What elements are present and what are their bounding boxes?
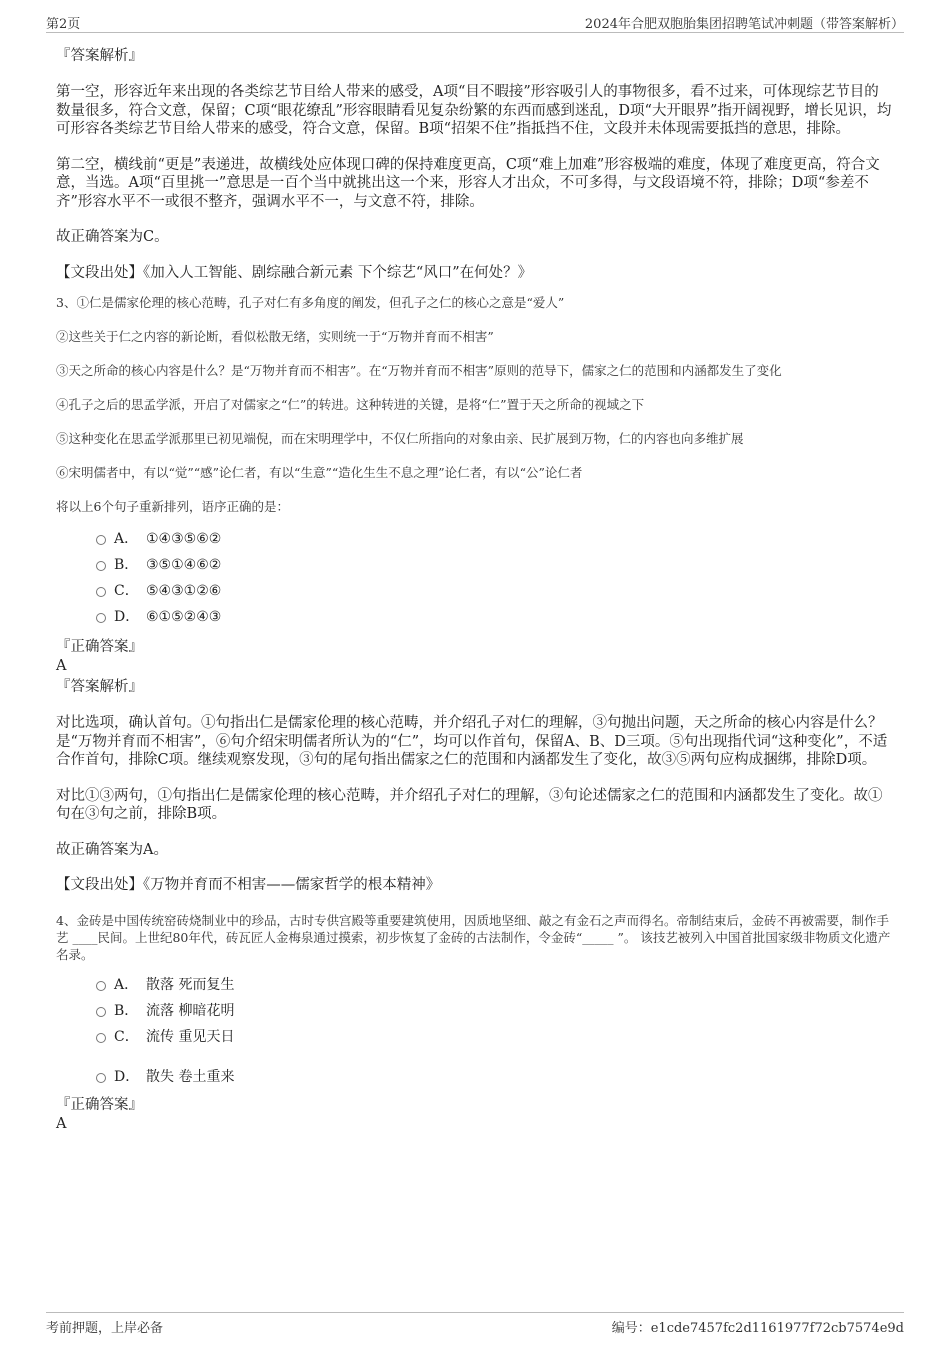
question-stem: 4、金砖是中国传统窑砖烧制业中的珍品，古时专供宫殿等重要建筑使用，因质地坚细、敲之有金石之声而得名。帝制结束后，金砖不再被需要，制作手艺 ____民间。上世纪80年代，砖瓦匠人金梅泉通过摸索，初步恢复了金砖的古法制作，令金砖“_____ ”。 该技艺被列入中国首批国家级非物质文化遗产名录。 — [56, 912, 891, 962]
radio-button[interactable] — [96, 535, 106, 545]
option-b[interactable] — [96, 555, 892, 581]
analysis-paragraph: 对比选项，确认首句。①句指出仁是儒家伦理的核心范畴，并介绍孔子对仁的理解，③句抛出问题，天之所命的核心内容是什么？是“万物并育而不相害”，⑥句介绍宋明儒者所认为的“仁”，均可以作首句，保留A、B、D三项。⑤句出现指代词“这种变化”，不适合作首句，排除C项。继续观察发现，③句的尾句指出儒家之仁的范围和内涵都发生了变化，故③⑤两句应构成捆绑，排除D项。 — [56, 715, 888, 768]
option-letter: B． — [114, 1002, 139, 1019]
option-letter: A． — [114, 976, 139, 993]
radio-button[interactable] — [96, 587, 106, 597]
document-id: 编号：e1cde7457fc2d1161977f72cb7574e9d — [611, 1321, 904, 1336]
option-text: ③⑤①④⑥② — [146, 557, 222, 573]
radio-button[interactable] — [96, 1073, 106, 1083]
document-title: 2024年合肥双胞胎集团招聘笔试冲刺题（带答案解析） — [584, 17, 904, 32]
option-text: 流落 柳暗花明 — [146, 1002, 235, 1019]
option-a[interactable] — [96, 529, 892, 555]
option-text: 散失 卷土重来 — [146, 1068, 235, 1085]
source-citation: 【文段出处】《加入人工智能、剧综融合新元素 下个综艺“风口”在何处？》 — [56, 264, 533, 281]
radio-button[interactable] — [96, 561, 106, 571]
option-c[interactable] — [96, 1027, 892, 1067]
page-footer — [46, 1312, 904, 1335]
option-letter: D． — [114, 1068, 140, 1085]
question-sentence: ④孔子之后的思孟学派，开启了对儒家之“仁”的转进。这种转进的关键，是将“仁”置于天之所命的视域之下 — [56, 397, 645, 412]
question-prompt: 将以上6个句子重新排列，语序正确的是： — [56, 499, 289, 514]
option-text: 散落 死而复生 — [146, 976, 235, 993]
option-a[interactable] — [96, 975, 892, 1001]
question-sentence: ③天之所命的核心内容是什么？是“万物并育而不相害”。在“万物并育而不相害”原则的范导下，儒家之仁的范围和内涵都发生了变化 — [56, 363, 782, 378]
option-letter: C． — [114, 583, 139, 599]
page-number: 第2页 — [46, 17, 81, 32]
option-text: ⑥①⑤②④③ — [146, 609, 222, 625]
correct-answer: A — [56, 658, 67, 674]
option-c[interactable] — [96, 581, 892, 607]
question-sentence: ②这些关于仁之内容的新论断，看似松散无绪，实则统一于“万物并育而不相害” — [56, 329, 494, 344]
question-sentence: ⑥宋明儒者中，有以“觉”“感”论仁者，有以“生意”“造化生生不息之理”论仁者，有以“公”论仁者 — [56, 465, 583, 480]
analysis-label: 『答案解析』 — [56, 48, 143, 64]
analysis-paragraph: 第二空，横线前“更是”表递进，故横线处应体现口碑的保持难度更高，C项“难上加难”形容极端的难度，体现了难度更高，符合文意，当选。A项“百里挑一”意思是一百个当中就挑出这一个来，形容人才出众，不可多得，与文段语境不符，排除；D项“参差不齐”形容水平不一或很不整齐，强调水平不一，与文意不符，排除。 — [56, 156, 880, 210]
analysis-paragraph: 对比①③两句，①句指出仁是儒家伦理的核心范畴，并介绍孔子对仁的理解，③句论述儒家之仁的范围和内涵都发生了变化。故①句在③句之前，排除B项。 — [56, 787, 883, 822]
option-b[interactable] — [96, 1001, 892, 1027]
question-sentence: ⑤这种变化在思孟学派那里已初见端倪，而在宋明理学中，不仅仁所指向的对象由亲、民扩展到万物，仁的内容也向多维扩展 — [56, 431, 744, 446]
footer-slogan: 考前押题，上岸必备 — [46, 1321, 164, 1336]
radio-button[interactable] — [96, 613, 106, 623]
option-text: ①④③⑤⑥② — [146, 531, 222, 547]
radio-button[interactable] — [96, 1033, 106, 1043]
option-d[interactable] — [96, 1067, 892, 1093]
correct-answer-label: 『正确答案』 — [56, 1096, 143, 1113]
question-sentence: 3、①仁是儒家伦理的核心范畴，孔子对仁有多角度的阐发，但孔子之仁的核心之意是“爱人” — [56, 295, 565, 310]
option-letter: B． — [114, 557, 139, 573]
analysis-label: 『答案解析』 — [56, 679, 143, 695]
option-letter: C． — [114, 1028, 139, 1045]
radio-button[interactable] — [96, 981, 106, 991]
answer-conclusion: 故正确答案为C。 — [56, 229, 169, 245]
correct-answer-label: 『正确答案』 — [56, 639, 143, 655]
page-header — [46, 10, 904, 33]
analysis-paragraph: 第一空，形容近年来出现的各类综艺节目给人带来的感受，A项“目不暇接”形容吸引人的事物很多，看不过来，可体现综艺节目的数量很多，符合文意，保留；C项“眼花缭乱”形容眼睛看见复杂纷繁的东西而感到迷乱，D项“大开眼界”指开阔视野，增长见识，均可形容各类综艺节目给人带来的感受，符合文意，保留。B项“招架不住”指抵挡不住，文段并未体现需要抵挡的意思，排除。 — [56, 84, 892, 137]
option-text: 流传 重见天日 — [146, 1028, 235, 1045]
option-d[interactable] — [96, 607, 892, 633]
q3-options — [96, 529, 892, 633]
page-content — [56, 46, 892, 1133]
correct-answer: A — [56, 1115, 67, 1132]
option-letter: D． — [114, 609, 140, 625]
q4-options — [96, 975, 892, 1093]
source-citation: 【文段出处】《万物并育而不相害——儒家哲学的根本精神》 — [56, 877, 441, 893]
answer-conclusion: 故正确答案为A。 — [56, 841, 168, 858]
radio-button[interactable] — [96, 1007, 106, 1017]
option-letter: A． — [114, 531, 139, 547]
option-text: ⑤④③①②⑥ — [146, 583, 222, 599]
